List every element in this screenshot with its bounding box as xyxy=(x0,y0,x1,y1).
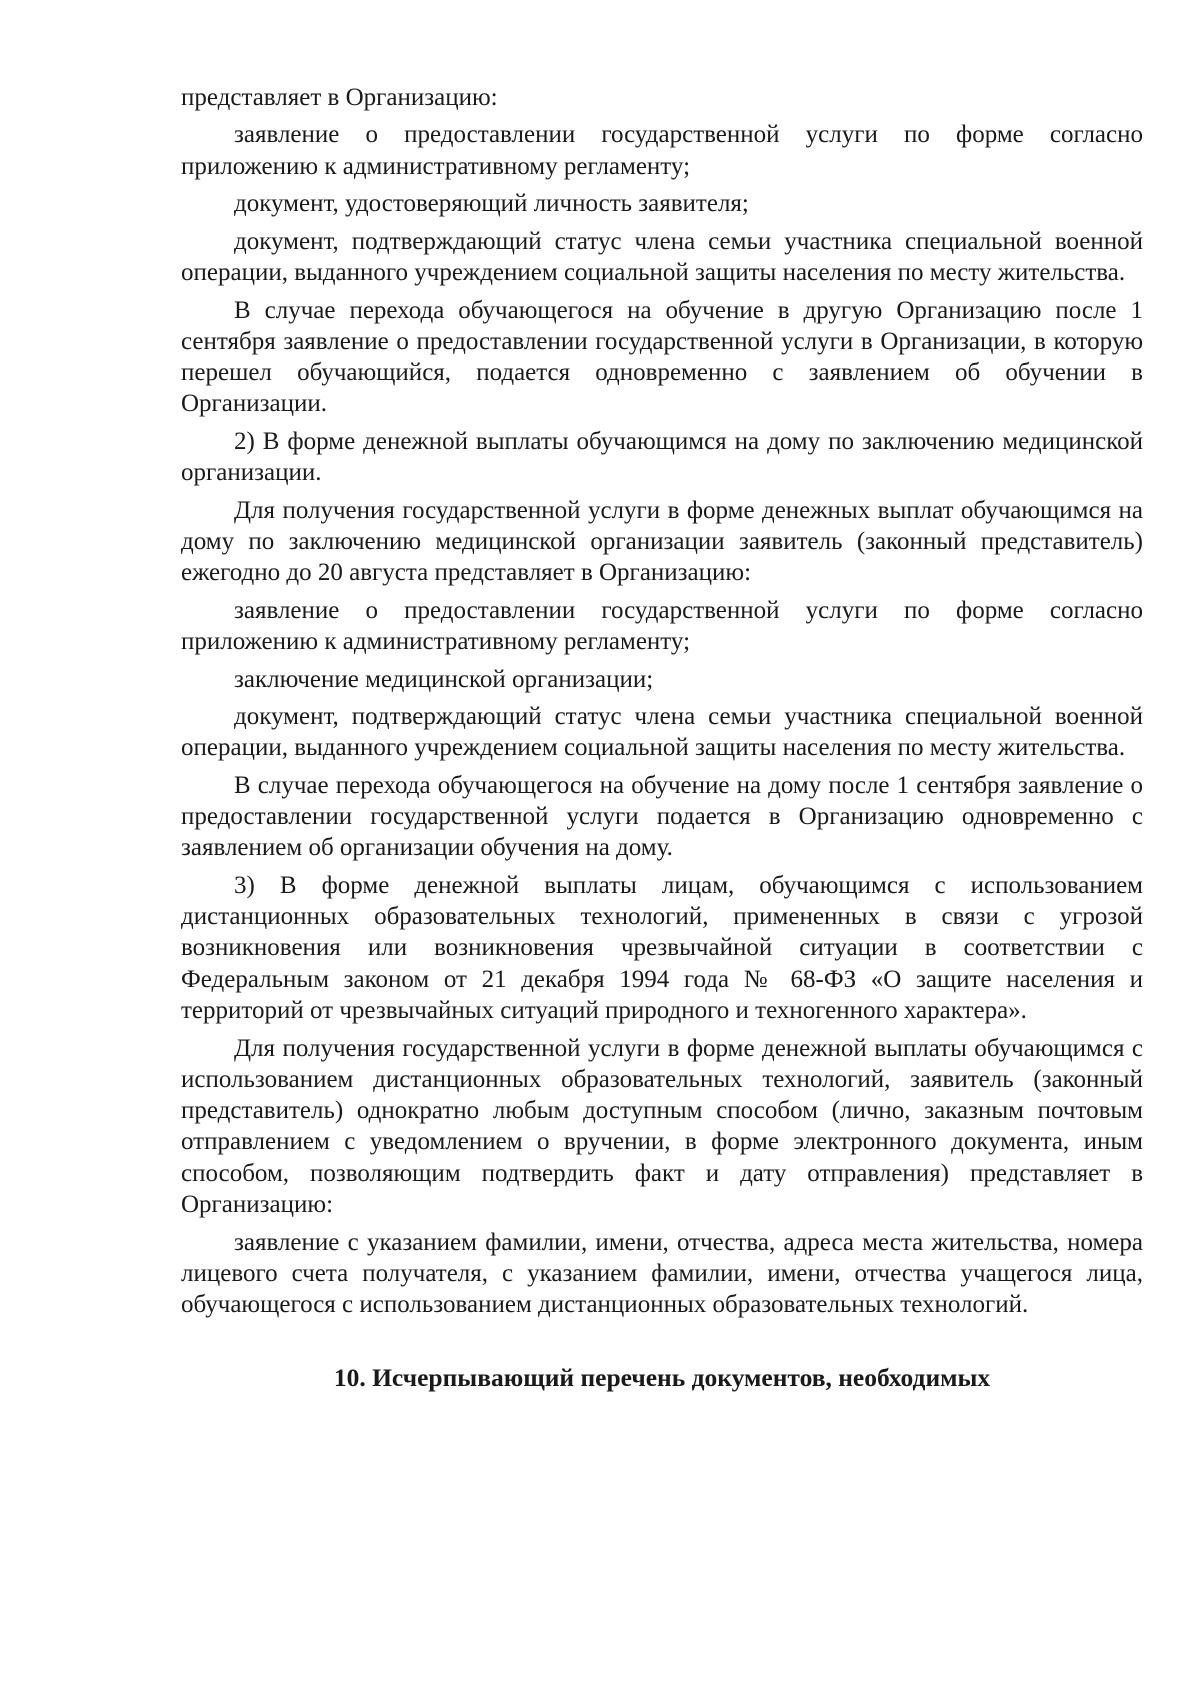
paragraph: заключение медицинской организации; xyxy=(234,665,654,693)
section-heading: 10. Исчерпывающий перечень документов, необходимых xyxy=(333,1363,991,1393)
paragraph: 2) В форме денежной выплаты обучающимся на дому по заключению медицинской организации. xyxy=(181,427,1143,487)
paragraph: заявление о предоставлении государственной услуги по форме согласно приложению к административному регламенту; xyxy=(181,121,1143,180)
document-page xyxy=(181,82,1143,1394)
paragraph: В случае перехода обучающегося на обучение в другую Организацию после 1 сентября заявление о предоставлении государственной услуги в Организации, в которую перешел обучающийся, подается одновременно с заявлением об обучении в Организации. xyxy=(181,296,1143,418)
paragraph: В случае перехода обучающегося на обучение на дому после 1 сентября заявление о предоставлении государственной услуги подается в Организацию одновременно с заявлением об организации обучения на дому. xyxy=(181,771,1143,862)
paragraph: заявление с указанием фамилии, имени, отчества, адреса места жительства, номера лицевого счета получателя, с указанием фамилии, имени, отчества учащегося лица, обучающегося с использованием дистанционных образовательных технологий. xyxy=(181,1228,1143,1319)
paragraph: представляет в Организацию: xyxy=(181,84,498,111)
paragraph: Для получения государственной услуги в форме денежной выплаты обучающимся с использованием дистанционных образовательных технологий, заявитель (законный представитель) однократно любым доступным способом (лично, заказным почтовым отправлением с уведомлением о вручении, в форме электронного документа, иным способом, позволяющим подтвердить факт и дату отправления) представляет в Организацию: xyxy=(181,1034,1143,1219)
paragraph: 3) В форме денежной выплаты лицам, обучающимся с использованием дистанционных образовательных технологий, примененных в связи с угрозой возникновения или возникновения чрезвычайной ситуации в соответствии с Федеральным законом от 21 декабря 1994 года № 68-ФЗ «О защите населения и территорий от чрезвычайных ситуаций природного и техногенного характера». xyxy=(181,871,1143,1025)
paragraph: заявление о предоставлении государственной услуги по форме согласно приложению к административному регламенту; xyxy=(181,596,1143,656)
paragraph: документ, подтверждающий статус члена семьи участника специальной военной операции, выданного учреждением социальной защиты населения по месту жительства. xyxy=(181,227,1143,287)
paragraph: Для получения государственной услуги в форме денежных выплат обучающимся на дому по заключению медицинской организации заявитель (законный представитель) ежегодно до 20 августа представляет в Организацию: xyxy=(181,496,1143,587)
paragraph: документ, подтверждающий статус члена семьи участника специальной военной операции, выданного учреждением социальной защиты населения по месту жительства. xyxy=(181,703,1143,762)
paragraph: документ, удостоверяющий личность заявителя; xyxy=(234,190,749,218)
